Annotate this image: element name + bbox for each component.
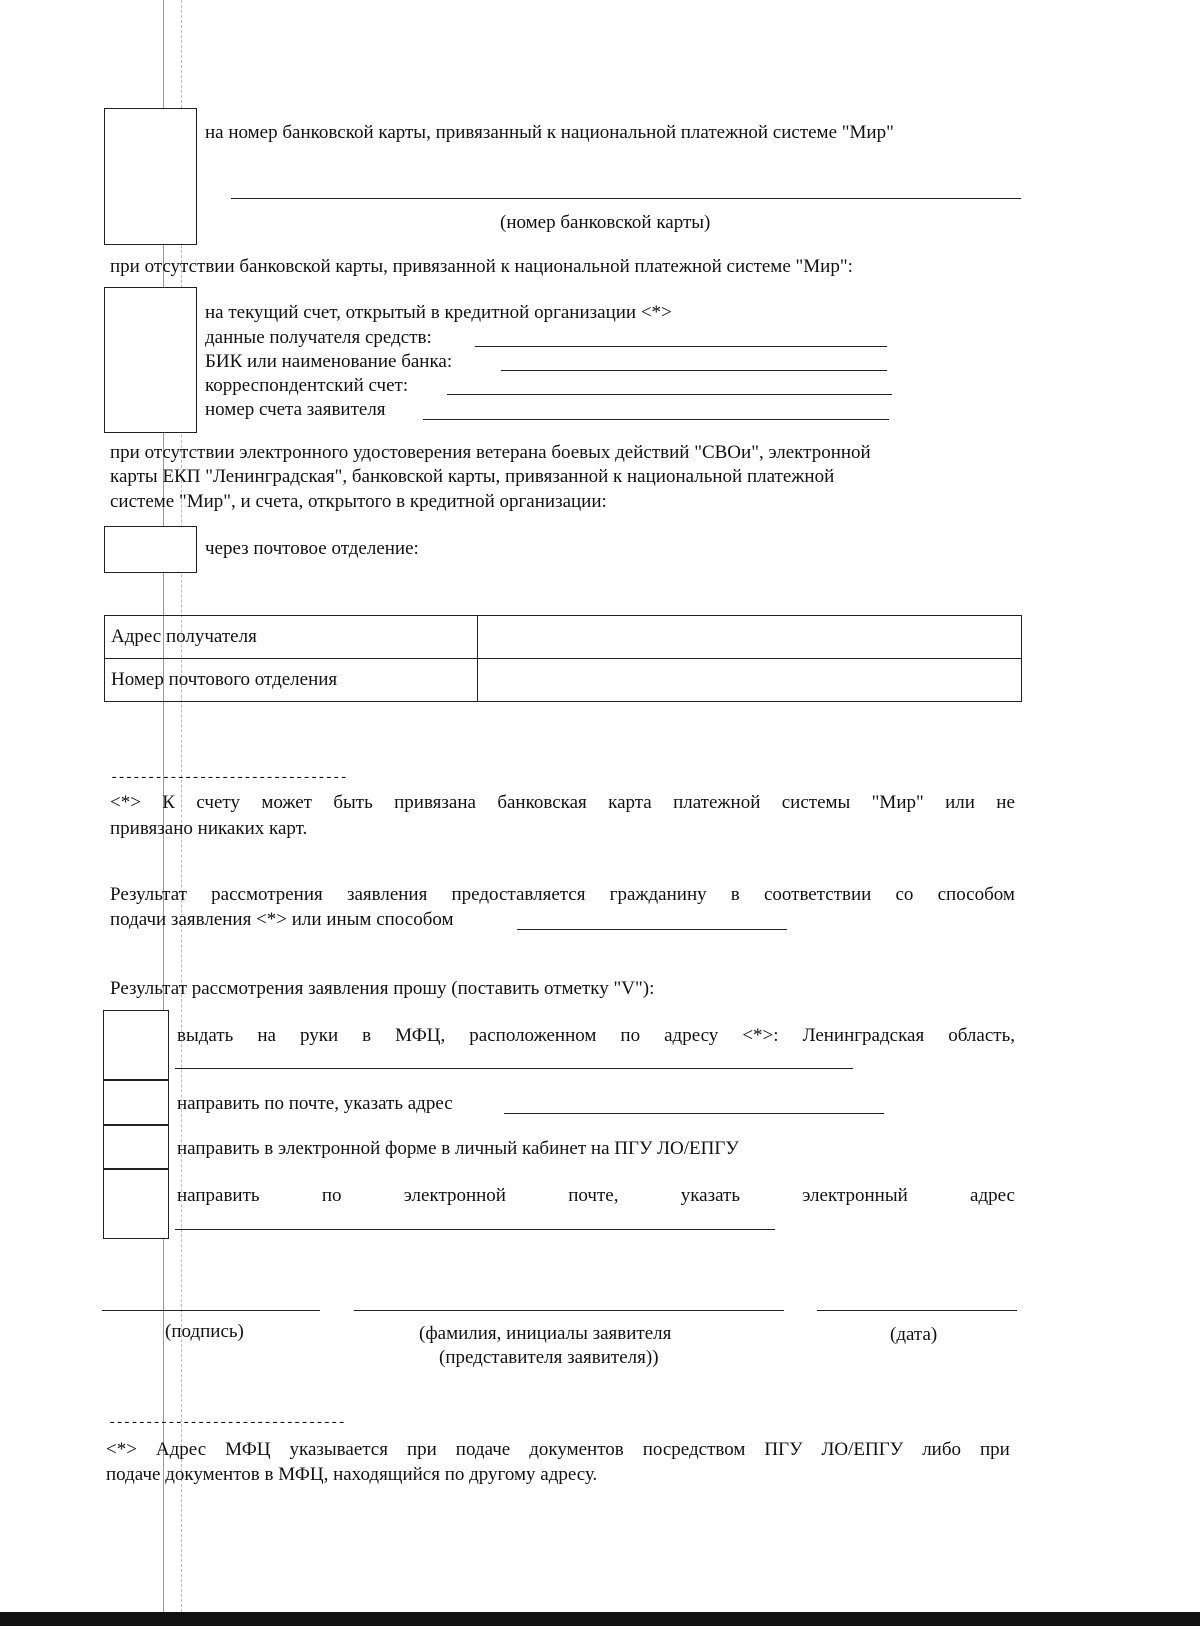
post-option-checkbox[interactable] [104, 526, 197, 573]
email-label [177, 1185, 1015, 1207]
name-caption-line1: (фамилия, инициалы заявителя [419, 1323, 672, 1344]
word: по [620, 1025, 641, 1046]
word: адрес [970, 1185, 1015, 1206]
word: гражданину [609, 884, 707, 905]
account-option-label: на текущий счет, открытый в кредитной организации <*> [205, 302, 672, 323]
word: документов [529, 1439, 624, 1460]
correspondent-account-label: корреспондентский счет: [205, 375, 409, 396]
result-request-intro: Результат рассмотрения заявления прошу (поставить отметку "V"): [110, 978, 655, 999]
word: при [406, 1439, 437, 1460]
word: рассмотрения [211, 884, 323, 905]
post-option-label: через почтовое отделение: [205, 538, 419, 559]
account-intro: при отсутствии банковской карты, привязанной к национальной платежной системе "Мир": [110, 256, 853, 277]
date-caption: (дата) [890, 1324, 938, 1345]
post-delivery-label: направить по почте, указать адрес [177, 1093, 453, 1114]
account-option-checkbox[interactable] [104, 287, 197, 433]
mfc-address-field[interactable] [175, 1068, 853, 1069]
word: Ленинградская [802, 1025, 925, 1046]
word: "Мир" [871, 792, 924, 813]
word: посредством [642, 1439, 746, 1460]
word: карта [608, 792, 652, 813]
card-option-checkbox[interactable] [104, 108, 197, 245]
bank-bik-label: БИК или наименование банка: [205, 351, 453, 372]
word: МФЦ, [395, 1025, 446, 1046]
card-number-caption: (номер банковской карты) [500, 212, 711, 233]
footnote-separator: -------------------------------- [108, 1415, 345, 1431]
word: платежной [673, 792, 761, 813]
word: на [257, 1025, 276, 1046]
word: расположенном [469, 1025, 597, 1046]
word: в [730, 884, 740, 905]
mfc-pickup-label [177, 1025, 1015, 1047]
post-office-number-label: Номер почтового отделения [105, 659, 478, 702]
scan-bottom-edge [0, 1612, 1200, 1626]
word: Результат [110, 884, 187, 905]
word: соответствии [763, 884, 872, 905]
word: ПГУ [764, 1439, 803, 1460]
word: адресу [664, 1025, 719, 1046]
email-checkbox[interactable] [103, 1169, 169, 1239]
word: способом [937, 884, 1015, 905]
applicant-account-label: номер счета заявителя [205, 399, 386, 420]
card-number-field-line[interactable] [231, 198, 1021, 199]
signature-field[interactable] [102, 1310, 320, 1311]
word: или [945, 792, 975, 813]
word: указать [680, 1185, 740, 1206]
footnote2-line1 [106, 1439, 1010, 1461]
epgu-label: направить в электронной форме в личный кабинет на ПГУ ЛО/ЕПГУ [177, 1138, 739, 1159]
bank-bik-field[interactable] [501, 370, 887, 371]
word: либо [922, 1439, 962, 1460]
footnote1-line2: привязано никаких карт. [110, 818, 308, 839]
applicant-account-field[interactable] [423, 419, 889, 420]
post-address-table [104, 615, 1022, 702]
correspondent-account-field[interactable] [447, 394, 892, 395]
recipient-address-label: Адрес получателя [105, 616, 478, 659]
name-caption-line2: (представителя заявителя)) [439, 1347, 659, 1368]
word: может [261, 792, 312, 813]
epgu-checkbox[interactable] [103, 1125, 169, 1169]
card-option-label: на номер банковской карты, привязанный к национальной платежной системе "Мир" [205, 122, 894, 143]
mfc-pickup-checkbox[interactable] [103, 1010, 169, 1080]
result-delivery-line2: подачи заявления <*> или иным способом [110, 909, 454, 930]
word: не [996, 792, 1015, 813]
word: при [980, 1439, 1010, 1460]
post-delivery-address-field[interactable] [504, 1113, 884, 1114]
word: К [162, 792, 175, 813]
word: электронный [802, 1185, 908, 1206]
post-office-number-field[interactable] [478, 659, 1022, 702]
recipient-address-field[interactable] [478, 616, 1022, 659]
word: указывается [289, 1439, 388, 1460]
date-field[interactable] [817, 1310, 1017, 1311]
word: <*> [110, 792, 141, 813]
table-row [105, 659, 1022, 702]
word: <*> [106, 1439, 137, 1460]
word: область, [948, 1025, 1015, 1046]
post-intro-line1: при отсутствии электронного удостоверения ветерана боевых действий "СВОи", электронной [110, 442, 871, 463]
word: подаче [455, 1439, 511, 1460]
word: заявления [346, 884, 428, 905]
applicant-name-field[interactable] [354, 1310, 784, 1311]
word: направить [177, 1185, 260, 1206]
word: быть [333, 792, 373, 813]
word: почте, [568, 1185, 619, 1206]
post-delivery-checkbox[interactable] [103, 1080, 169, 1125]
other-method-field[interactable] [517, 929, 787, 930]
word: со [895, 884, 914, 905]
word: МФЦ [225, 1439, 271, 1460]
email-address-field[interactable] [175, 1229, 775, 1230]
word: предоставляется [451, 884, 586, 905]
recipient-data-label: данные получателя средств: [205, 327, 432, 348]
word: Адрес [155, 1439, 207, 1460]
word: по [321, 1185, 342, 1206]
word: системы [781, 792, 851, 813]
footnote1-line1 [110, 792, 1015, 814]
result-delivery-line1 [110, 884, 1015, 906]
post-intro-line3: системе "Мир", и счета, открытого в кредитной организации: [110, 491, 607, 512]
word: привязана [394, 792, 476, 813]
footnote-separator: -------------------------------- [110, 770, 347, 786]
word: выдать [177, 1025, 234, 1046]
post-intro-line2: карты ЕКП "Ленинградская", банковской карты, привязанной к национальной платежной [110, 466, 835, 487]
signature-caption: (подпись) [165, 1321, 244, 1342]
word: руки [299, 1025, 339, 1046]
word: электронной [403, 1185, 506, 1206]
table-row [105, 616, 1022, 659]
word: банковская [497, 792, 587, 813]
word: <*>: [742, 1025, 779, 1046]
footnote2-line2: подаче документов в МФЦ, находящийся по другому адресу. [106, 1464, 598, 1485]
word: ЛО/ЕПГУ [821, 1439, 904, 1460]
word: в [362, 1025, 372, 1046]
recipient-data-field[interactable] [475, 346, 887, 347]
word: счету [196, 792, 240, 813]
